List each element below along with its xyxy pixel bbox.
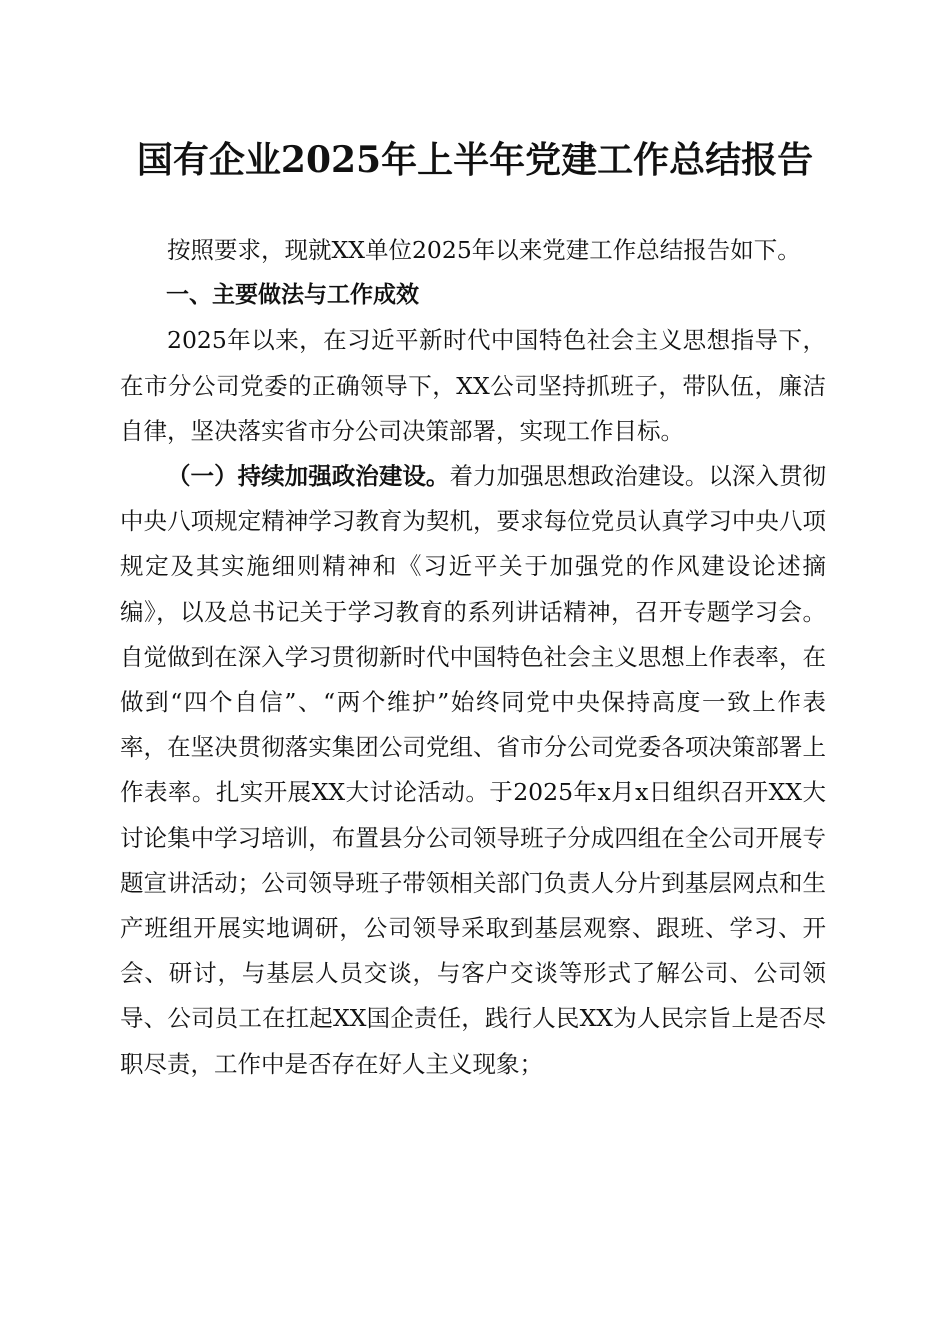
- item-lead: （一）持续加强政治建设。: [167, 462, 450, 491]
- summary-paragraph: 2025年以来，在习近平新时代中国特色社会主义思想指导下，在市分公司党委的正确领导下，XX公司坚持抓班子，带队伍，廉洁自律，坚决落实省市分公司决策部署，实现工作目标。: [120, 326, 826, 445]
- document-body: [120, 228, 826, 1087]
- document-title: 国有企业2025年上半年党建工作总结报告: [136, 139, 814, 181]
- item-text: 着力加强思想政治建设。以深入贯彻中央八项规定精神学习教育为契机，要求每位党员认真学习中央八项规定及其实施细则精神和《习近平关于加强党的作风建设论述摘编》，以及总书记关于学习教育的系列讲话精神，召开专题学习会。自觉做到在深入学习贯彻新时代中国特色社会主义思想上作表率，在做到“四个自信”、“两个维护”始终同党中央保持高度一致上作表率，在坚决贯彻落实集团公司党组、省市分公司党委各项决策部署上作表率。扎实开展XX大讨论活动。于2025年x月x日组织召开XX大讨论集中学习培训，布置县分公司领导班子分成四组在全公司开展专题宣讲活动；公司领导班子带领相关部门负责人分片到基层网点和生产班组开展实地调研，公司领导采取到基层观察、跟班、学习、开会、研讨，与基层人员交谈，与客户交谈等形式了解公司、公司领导、公司员工在扛起XX国企责任，践行人民XX为人民宗旨上是否尽职尽责，工作中是否存在好人主义现象；: [120, 462, 827, 1078]
- section-heading: 一、主要做法与工作成效: [166, 282, 419, 309]
- item-paragraph: [120, 454, 826, 1087]
- intro-paragraph: 按照要求，现就XX单位2025年以来党建工作总结报告如下。: [167, 236, 801, 264]
